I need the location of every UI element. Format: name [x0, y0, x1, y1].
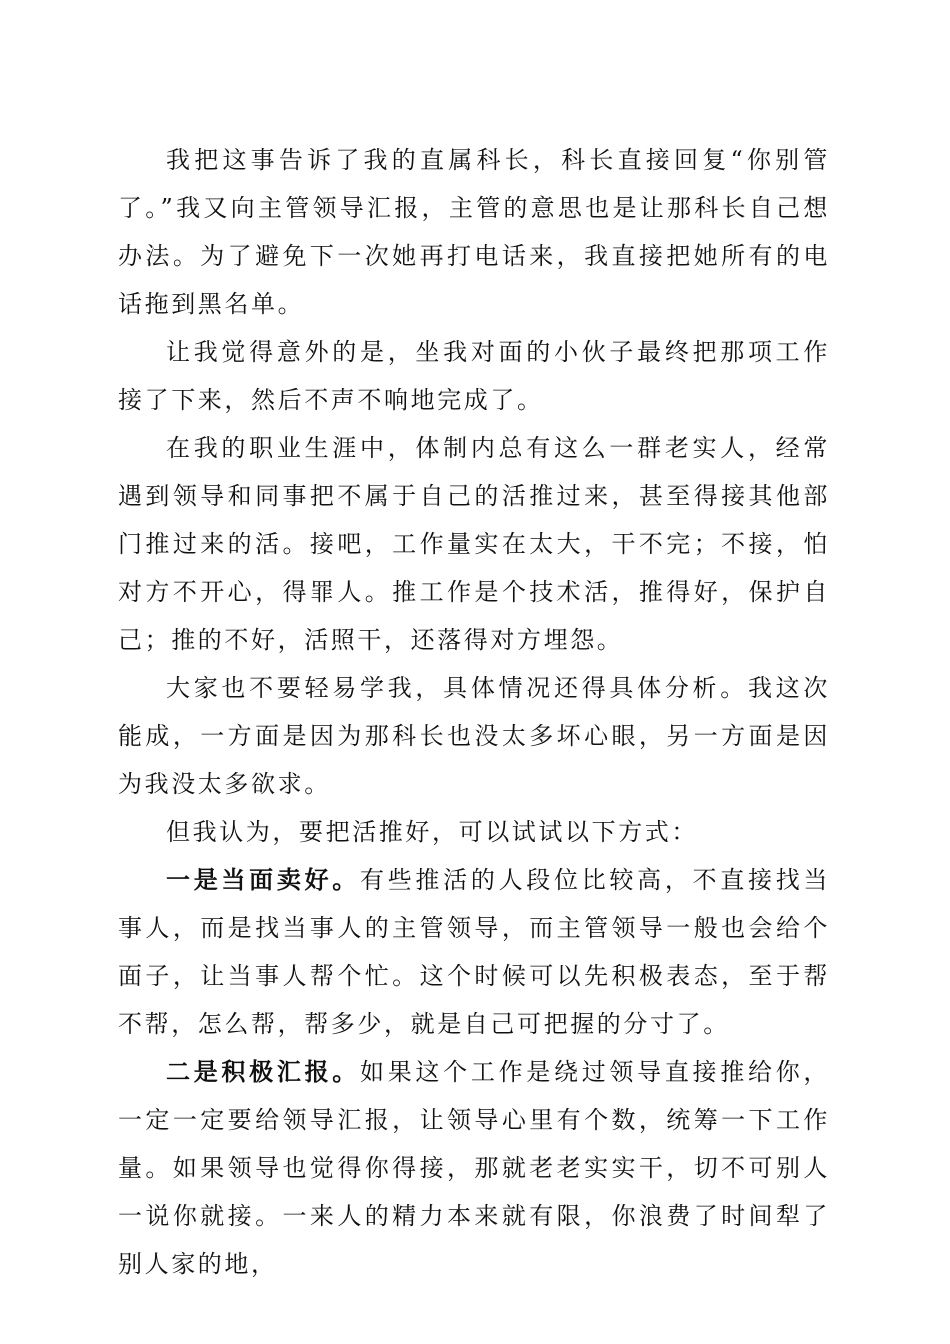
paragraph-1	[118, 136, 830, 328]
paragraph-lead: 一是当面卖好。	[166, 865, 360, 894]
paragraph-text: 在我的职业生涯中，体制内总有这么一群老实人，经常遇到领导和同事把不属于自己的活推过来，甚至得接其他部门推过来的活。接吧，工作量实在太大，干不完；不接，怕对方不开心，得罪人。推工作是个技术活，推得好，保护自己；推的不好，活照干，还落得对方埋怨。	[118, 434, 830, 654]
paragraph-6	[118, 856, 830, 1048]
paragraph-7	[118, 1048, 830, 1288]
paragraph-text: 有些推活的人段位比较高，不直接找当事人，而是找当事人的主管领导，而主管领导一般也会给个面子，让当事人帮个忙。这个时候可以先积极表态，至于帮不帮，怎么帮，帮多少，就是自己可把握的分寸了。	[118, 866, 831, 1038]
paragraph-3	[118, 424, 830, 664]
paragraph-text: 让我觉得意外的是，坐我对面的小伙子最终把那项工作接了下来，然后不声不响地完成了。	[118, 338, 830, 414]
paragraph-text: 但我认为，要把活推好，可以试试以下方式：	[166, 818, 698, 846]
paragraph-2	[118, 328, 830, 424]
paragraph-text: 如果这个工作是绕过领导直接推给你，一定一定要给领导汇报，让领导心里有个数，统筹一下工作量。如果领导也觉得你得接，那就老老实实干，切不可别人一说你就接。一来人的精力本来就有限，你浪费了时间犁了别人家的地，	[118, 1058, 831, 1278]
paragraph-text: 我把这事告诉了我的直属科长，科长直接回复“你别管了。”我又向主管领导汇报，主管的意思也是让那科长自己想办法。为了避免下一次她再打电话来，我直接把她所有的电话拖到黑名单。	[118, 146, 830, 318]
paragraph-lead: 二是积极汇报。	[166, 1057, 360, 1086]
paragraph-text: 大家也不要轻易学我，具体情况还得具体分析。我这次能成，一方面是因为那科长也没太多坏心眼，另一方面是因为我没太多欲求。	[118, 674, 830, 798]
paragraph-4	[118, 664, 830, 808]
document-body	[118, 136, 830, 1288]
paragraph-5	[118, 808, 830, 856]
